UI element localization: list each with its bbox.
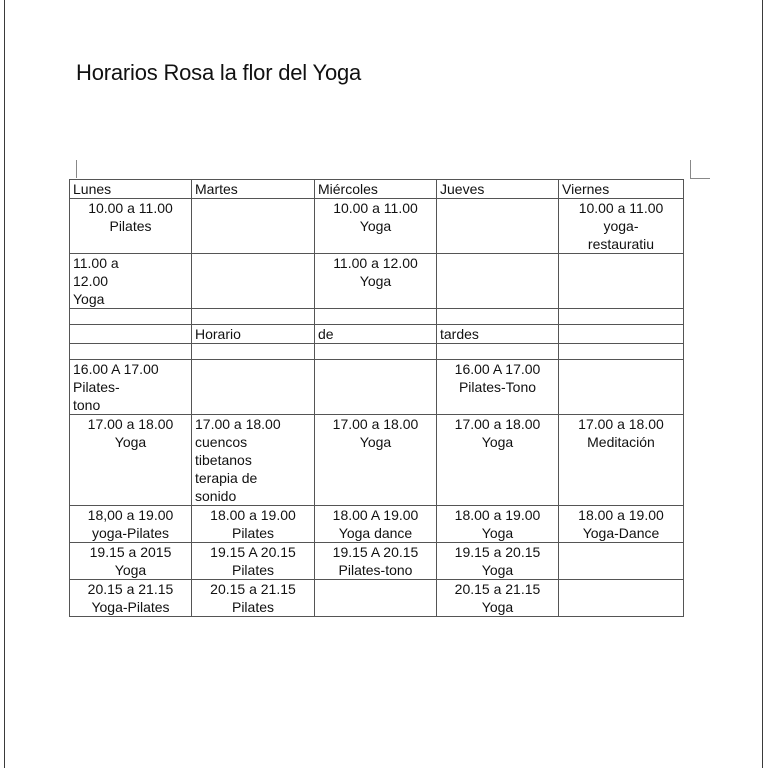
header-cell: Viernes	[559, 180, 684, 199]
table-cell	[559, 580, 684, 617]
table-cell: 17.00 a 18.00 cuencos tibetanos terapia de sonido	[192, 415, 315, 506]
table-cell	[192, 199, 315, 254]
table-cell: 19.15 A 20.15 Pilates-tono	[315, 543, 437, 580]
empty-cell	[559, 309, 684, 325]
table-cell: 20.15 a 21.15 Pilates	[192, 580, 315, 617]
table-cell: 11.00 a 12.00 Yoga	[315, 254, 437, 309]
table-cell	[437, 199, 559, 254]
label-cell	[70, 325, 192, 344]
empty-cell	[70, 344, 192, 360]
table-cell: 19.15 A 20.15 Pilates	[192, 543, 315, 580]
empty-cell	[192, 309, 315, 325]
table-row	[70, 199, 684, 254]
header-cell: Miércoles	[315, 180, 437, 199]
table-row	[70, 360, 684, 415]
label-cell	[559, 325, 684, 344]
header-cell: Jueves	[437, 180, 559, 199]
table-cell: 18.00 a 19.00 Yoga	[437, 506, 559, 543]
header-cell: Lunes	[70, 180, 192, 199]
page-edge-right	[762, 0, 763, 768]
label-cell: tardes	[437, 325, 559, 344]
table-cell	[559, 360, 684, 415]
table-cell	[315, 360, 437, 415]
table-cell: 18.00 A 19.00 Yoga dance	[315, 506, 437, 543]
empty-cell	[315, 344, 437, 360]
table-cell: 17.00 a 18.00 Yoga	[70, 415, 192, 506]
table-cell: 10.00 a 11.00 Yoga	[315, 199, 437, 254]
header-row	[70, 180, 684, 199]
table-cell: 20.15 a 21.15 Yoga-Pilates	[70, 580, 192, 617]
text-boundary-mark-right	[690, 160, 691, 178]
table-row	[70, 580, 684, 617]
table-cell: 18.00 a 19.00 Yoga-Dance	[559, 506, 684, 543]
empty-cell	[559, 344, 684, 360]
document-title: Horarios Rosa la flor del Yoga	[76, 60, 362, 85]
empty-cell	[70, 309, 192, 325]
table-cell: 18,00 a 19.00 yoga-Pilates	[70, 506, 192, 543]
text-boundary-mark-left	[76, 160, 77, 178]
header-cell: Martes	[192, 180, 315, 199]
table-cell: 17.00 a 18.00 Meditación	[559, 415, 684, 506]
afternoon-label-row	[70, 325, 684, 344]
label-cell: de	[315, 325, 437, 344]
table-cell	[559, 254, 684, 309]
table-cell: 20.15 a 21.15 Yoga	[437, 580, 559, 617]
table-cell: 16.00 A 17.00 Pilates-Tono	[437, 360, 559, 415]
table-row	[70, 415, 684, 506]
spacer-row	[70, 309, 684, 325]
table-cell: 19.15 a 20.15 Yoga	[437, 543, 559, 580]
empty-cell	[192, 344, 315, 360]
table-cell: 11.00 a 12.00 Yoga	[70, 254, 192, 309]
table-cell	[315, 580, 437, 617]
page-edge-left	[4, 0, 5, 768]
table-row	[70, 254, 684, 309]
schedule-table	[69, 179, 684, 617]
table-cell	[437, 254, 559, 309]
table-cell: 19.15 a 2015 Yoga	[70, 543, 192, 580]
label-cell: Horario	[192, 325, 315, 344]
table-cell	[192, 254, 315, 309]
table-cell: 10.00 a 11.00 Pilates	[70, 199, 192, 254]
table-cell: 10.00 a 11.00 yoga- restauratiu	[559, 199, 684, 254]
table-cell	[192, 360, 315, 415]
table-row	[70, 506, 684, 543]
table-cell: 18.00 a 19.00 Pilates	[192, 506, 315, 543]
table-cell: 17.00 a 18.00 Yoga	[437, 415, 559, 506]
spacer-row	[70, 344, 684, 360]
table-row	[70, 543, 684, 580]
empty-cell	[315, 309, 437, 325]
empty-cell	[437, 309, 559, 325]
table-cell: 16.00 A 17.00 Pilates- tono	[70, 360, 192, 415]
text-boundary-mark-right-horizontal	[690, 178, 710, 179]
table-cell: 17.00 a 18.00 Yoga	[315, 415, 437, 506]
empty-cell	[437, 344, 559, 360]
table-cell	[559, 543, 684, 580]
